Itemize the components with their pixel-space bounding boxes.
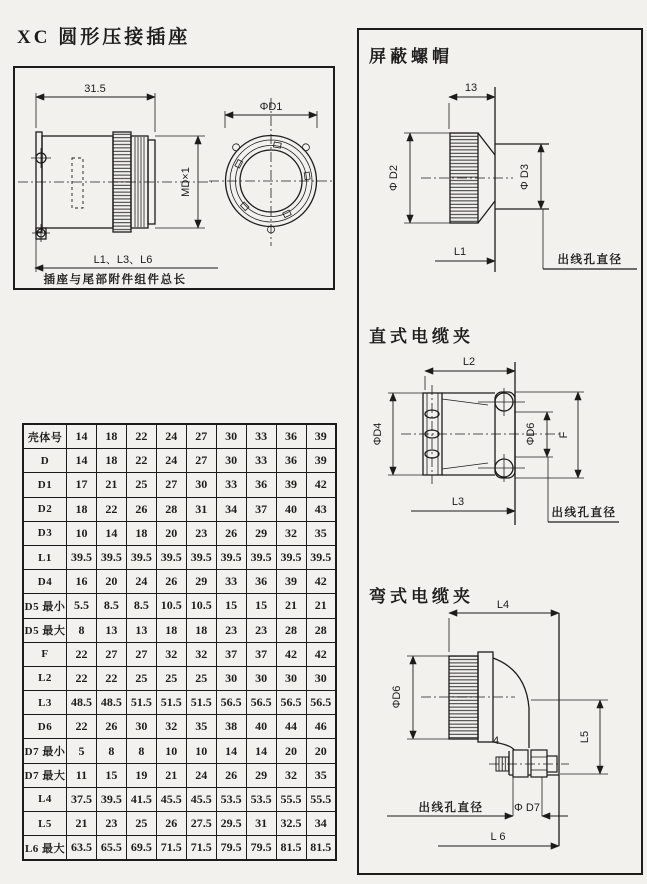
dimension-value-cell: 51.5: [156, 691, 186, 715]
dimension-value-cell: 14: [67, 424, 97, 449]
dimension-value-cell: 18: [67, 497, 97, 521]
dimension-value-cell: 30: [216, 666, 246, 690]
main-total-length-dim-label: L1、L3、L6: [93, 254, 153, 266]
dimension-value-cell: 40: [246, 715, 276, 739]
dimension-value-cell: 5.5: [67, 594, 97, 618]
dimension-value-cell: 39: [306, 424, 336, 449]
main-width-dim-label: 31.5: [84, 83, 106, 95]
dimension-value-cell: 45.5: [156, 787, 186, 811]
dimension-value-cell: 32: [276, 521, 306, 545]
accessories-panel: [357, 28, 643, 875]
table-row: [23, 642, 336, 666]
row-label: D1: [23, 473, 67, 497]
nut-hole-diameter-dim-label: Φ D3: [519, 164, 531, 190]
table-row: [23, 618, 336, 642]
dimension-value-cell: 10.5: [156, 594, 186, 618]
straight-length-dim-label: L2: [462, 356, 476, 368]
angle-clamp-drawing: [363, 600, 641, 862]
dimension-value-cell: 39.5: [276, 545, 306, 569]
dimension-value-cell: 30: [246, 666, 276, 690]
dimension-value-cell: 29: [186, 570, 216, 594]
dimension-value-cell: 39.5: [96, 545, 126, 569]
dimension-value-cell: 24: [126, 570, 156, 594]
dimension-value-cell: 56.5: [246, 691, 276, 715]
dimension-value-cell: 30: [126, 715, 156, 739]
dimension-value-cell: 79.5: [246, 836, 276, 861]
row-label: D4: [23, 570, 67, 594]
section-title-shield-nut: 屏蔽螺帽: [369, 47, 453, 66]
angle-total-length-dim-label: L 6: [490, 831, 506, 843]
dimension-value-cell: 30: [276, 666, 306, 690]
dimension-value-cell: 39.5: [67, 545, 97, 569]
shield-nut-drawing: [363, 70, 641, 285]
dimension-value-cell: 22: [67, 642, 97, 666]
dimension-value-cell: 36: [276, 449, 306, 473]
straight-body-diameter-dim-label: ΦD4: [372, 422, 384, 446]
dimension-value-cell: 22: [67, 715, 97, 739]
table-row: [23, 715, 336, 739]
dimension-value-cell: 32: [276, 763, 306, 787]
dimension-value-cell: 8: [96, 739, 126, 763]
dimension-value-cell: 81.5: [306, 836, 336, 861]
dimension-value-cell: 5: [67, 739, 97, 763]
row-label: L6 最大: [23, 836, 67, 861]
dimension-value-cell: 25: [156, 666, 186, 690]
dimension-value-cell: 32: [186, 642, 216, 666]
dimension-value-cell: 65.5: [96, 836, 126, 861]
table-row: [23, 666, 336, 690]
dimension-value-cell: 26: [156, 812, 186, 836]
dimension-value-cell: 56.5: [306, 691, 336, 715]
angle-height-dim-label: L5: [579, 730, 591, 744]
dimension-value-cell: 55.5: [276, 787, 306, 811]
row-label: D3: [23, 521, 67, 545]
dimension-value-cell: 34: [216, 497, 246, 521]
dimension-value-cell: 15: [246, 594, 276, 618]
dimension-value-cell: 26: [156, 570, 186, 594]
dimension-value-cell: 8.5: [96, 594, 126, 618]
dimension-value-cell: 33: [216, 570, 246, 594]
dimension-value-cell: 51.5: [126, 691, 156, 715]
dimension-value-cell: 25: [126, 812, 156, 836]
dimension-value-cell: 27: [126, 642, 156, 666]
dimension-value-cell: 23: [186, 521, 216, 545]
dimension-value-cell: 46: [306, 715, 336, 739]
dimension-value-cell: 53.5: [246, 787, 276, 811]
table-row: [23, 739, 336, 763]
dimension-value-cell: 18: [96, 449, 126, 473]
dimension-value-cell: 39.5: [186, 545, 216, 569]
dimension-value-cell: 8: [67, 618, 97, 642]
angle-outlet-label: 出线孔直径: [418, 802, 484, 814]
dimension-value-cell: 37: [246, 642, 276, 666]
dimension-value-cell: 42: [306, 473, 336, 497]
nut-thickness-dim-label: 13: [464, 82, 478, 94]
dimension-value-cell: 11: [67, 763, 97, 787]
dimension-value-cell: 28: [276, 618, 306, 642]
dimension-value-cell: 14: [216, 739, 246, 763]
dimension-value-cell: 48.5: [96, 691, 126, 715]
dimension-value-cell: 24: [186, 763, 216, 787]
table-row: [23, 545, 336, 569]
dimension-value-cell: 37: [246, 497, 276, 521]
dimension-value-cell: 30: [186, 473, 216, 497]
dimension-value-cell: 45.5: [186, 787, 216, 811]
angle-length-dim-label: L4: [496, 600, 510, 611]
dimension-value-cell: 26: [96, 715, 126, 739]
connector-drawing: [15, 68, 333, 288]
row-label: D6: [23, 715, 67, 739]
table-row: [23, 691, 336, 715]
dimension-value-cell: 79.5: [216, 836, 246, 861]
dimension-value-cell: 20: [156, 521, 186, 545]
dimension-value-cell: 36: [246, 570, 276, 594]
dimension-value-cell: 14: [67, 449, 97, 473]
dimension-value-cell: 10: [156, 739, 186, 763]
dimension-value-cell: 39.5: [96, 787, 126, 811]
table-row: [23, 812, 336, 836]
dimension-value-cell: 55.5: [306, 787, 336, 811]
dimension-value-cell: 20: [276, 739, 306, 763]
dimension-value-cell: 27: [186, 424, 216, 449]
main-front-diameter-dim-label: ΦD1: [259, 101, 283, 113]
dimension-value-cell: 29: [246, 521, 276, 545]
angle-hole-diameter-dim-label: Φ D7: [514, 802, 540, 814]
dimension-value-cell: 35: [306, 763, 336, 787]
table-row: [23, 787, 336, 811]
dimension-value-cell: 22: [96, 497, 126, 521]
dimension-value-cell: 18: [96, 424, 126, 449]
dimension-value-cell: 71.5: [156, 836, 186, 861]
dimension-value-cell: 17: [67, 473, 97, 497]
row-label: L2: [23, 666, 67, 690]
dimension-value-cell: 21: [306, 594, 336, 618]
dimension-value-cell: 56.5: [216, 691, 246, 715]
table-row: [23, 497, 336, 521]
dimension-value-cell: 30: [216, 449, 246, 473]
dimension-value-cell: 25: [186, 666, 216, 690]
row-label: F: [23, 642, 67, 666]
dimension-value-cell: 56.5: [276, 691, 306, 715]
dimension-value-cell: 14: [96, 521, 126, 545]
dimension-value-cell: 36: [246, 473, 276, 497]
dimension-value-cell: 22: [126, 424, 156, 449]
dimension-value-cell: 28: [306, 618, 336, 642]
dimension-value-cell: 31: [246, 812, 276, 836]
dimension-value-cell: 27: [156, 473, 186, 497]
dimension-value-cell: 20: [96, 570, 126, 594]
dimension-value-cell: 18: [156, 618, 186, 642]
dimension-value-cell: 37: [216, 642, 246, 666]
dimension-value-cell: 28: [156, 497, 186, 521]
dimension-value-cell: 30: [216, 424, 246, 449]
table-row: [23, 449, 336, 473]
dimension-value-cell: 29.5: [216, 812, 246, 836]
dimension-value-cell: 42: [276, 642, 306, 666]
dimension-value-cell: 26: [216, 763, 246, 787]
dimension-value-cell: 18: [186, 618, 216, 642]
dimension-value-cell: 20: [306, 739, 336, 763]
dimension-table: [22, 423, 337, 861]
dimension-value-cell: 63.5: [67, 836, 97, 861]
straight-hole-diameter-dim-label: ΦD6: [525, 422, 537, 446]
dimension-value-cell: 32: [156, 715, 186, 739]
row-label: D7 最大: [23, 763, 67, 787]
dimension-value-cell: 21: [276, 594, 306, 618]
dimension-value-cell: 33: [216, 473, 246, 497]
dimension-value-cell: 42: [306, 642, 336, 666]
dimension-value-cell: 10: [67, 521, 97, 545]
dimension-value-cell: 42: [306, 570, 336, 594]
section-title-straight-clamp: 直式电缆夹: [369, 327, 474, 346]
dimension-value-cell: 33: [246, 449, 276, 473]
section-title-angle-clamp: 弯式电缆夹: [369, 587, 474, 606]
dimension-value-cell: 35: [186, 715, 216, 739]
dimension-value-cell: 10: [186, 739, 216, 763]
dimension-value-cell: 23: [216, 618, 246, 642]
dimension-value-cell: 21: [156, 763, 186, 787]
dimension-value-cell: 41.5: [126, 787, 156, 811]
dimension-value-cell: 19: [126, 763, 156, 787]
dimension-value-cell: 39.5: [306, 545, 336, 569]
dimension-value-cell: 71.5: [186, 836, 216, 861]
dimension-value-cell: 40: [276, 497, 306, 521]
dimension-value-cell: 21: [96, 473, 126, 497]
dimension-value-cell: 29: [246, 763, 276, 787]
dimension-value-cell: 21: [67, 812, 97, 836]
dimension-value-cell: 81.5: [276, 836, 306, 861]
dimension-value-cell: 51.5: [186, 691, 216, 715]
dimension-value-cell: 23: [246, 618, 276, 642]
dimension-value-cell: 26: [126, 497, 156, 521]
table-row: [23, 763, 336, 787]
dimension-value-cell: 48.5: [67, 691, 97, 715]
dimension-value-cell: 38: [216, 715, 246, 739]
dimension-value-cell: 30: [306, 666, 336, 690]
main-thread-dim-label: MD×1: [180, 167, 192, 197]
row-label: L5: [23, 812, 67, 836]
dimension-value-cell: 14: [246, 739, 276, 763]
dimension-value-cell: 10.5: [186, 594, 216, 618]
knurl-body: [449, 656, 478, 739]
row-label: D2: [23, 497, 67, 521]
dimension-value-cell: 27: [186, 449, 216, 473]
dimension-value-cell: 39: [276, 570, 306, 594]
row-label: L4: [23, 787, 67, 811]
dimension-value-cell: 8: [126, 739, 156, 763]
nut-length-dim-label: L1: [453, 246, 467, 258]
dimension-value-cell: 31: [186, 497, 216, 521]
dimension-value-cell: 24: [156, 449, 186, 473]
dimension-value-cell: 39.5: [126, 545, 156, 569]
row-label: D5 最大: [23, 618, 67, 642]
dimension-value-cell: 43: [306, 497, 336, 521]
nut-outlet-label: 出线孔直径: [557, 254, 623, 266]
dimension-value-cell: 36: [276, 424, 306, 449]
angle-note-label: 4: [492, 735, 500, 747]
straight-flange-dim-label: F: [558, 431, 570, 439]
dimension-value-cell: 8.5: [126, 594, 156, 618]
main-drawing-box: [13, 66, 335, 290]
row-label: D5 最小: [23, 594, 67, 618]
dimension-value-cell: 25: [126, 666, 156, 690]
table-row: [23, 473, 336, 497]
dimension-value-cell: 39.5: [246, 545, 276, 569]
row-label: L3: [23, 691, 67, 715]
dimension-value-cell: 32.5: [276, 812, 306, 836]
row-label: D: [23, 449, 67, 473]
row-label: L1: [23, 545, 67, 569]
dimension-value-cell: 35: [306, 521, 336, 545]
straight-total-length-dim-label: L3: [451, 496, 465, 508]
dimension-value-cell: 27.5: [186, 812, 216, 836]
dimension-value-cell: 13: [96, 618, 126, 642]
dimension-value-cell: 22: [126, 449, 156, 473]
dimension-value-cell: 22: [67, 666, 97, 690]
dimension-value-cell: 25: [126, 473, 156, 497]
dimension-value-cell: 39.5: [156, 545, 186, 569]
dimension-value-cell: 37.5: [67, 787, 97, 811]
dimension-value-cell: 39: [306, 449, 336, 473]
table-row: [23, 594, 336, 618]
main-total-length-caption: 插座与尾部附件组件总长: [43, 274, 187, 286]
straight-clamp-drawing: [363, 345, 641, 540]
dimension-value-cell: 39: [276, 473, 306, 497]
row-label: D7 最小: [23, 739, 67, 763]
dimension-value-cell: 69.5: [126, 836, 156, 861]
row-label: 壳体号: [23, 424, 67, 449]
table-row: [23, 836, 336, 861]
dimension-value-cell: 27: [96, 642, 126, 666]
dimension-value-cell: 22: [96, 666, 126, 690]
page-title: XC 圆形压接插座: [17, 27, 191, 48]
dimension-value-cell: 24: [156, 424, 186, 449]
dimension-value-cell: 39.5: [216, 545, 246, 569]
dimension-value-cell: 15: [96, 763, 126, 787]
dimension-value-cell: 53.5: [216, 787, 246, 811]
straight-outlet-label: 出线孔直径: [551, 507, 617, 519]
dimension-value-cell: 32: [156, 642, 186, 666]
dimension-value-cell: 16: [67, 570, 97, 594]
dimension-value-cell: 33: [246, 424, 276, 449]
dimension-value-cell: 15: [216, 594, 246, 618]
angle-body-diameter-dim-label: ΦD6: [391, 685, 403, 709]
table-row: [23, 521, 336, 545]
dimension-value-cell: 26: [216, 521, 246, 545]
table-row: [23, 424, 336, 449]
dimension-value-cell: 34: [306, 812, 336, 836]
dimension-value-cell: 44: [276, 715, 306, 739]
dimension-value-cell: 13: [126, 618, 156, 642]
table-row: [23, 570, 336, 594]
dimension-value-cell: 18: [126, 521, 156, 545]
nut-outer-diameter-dim-label: Φ D2: [388, 165, 400, 191]
dimension-value-cell: 23: [96, 812, 126, 836]
